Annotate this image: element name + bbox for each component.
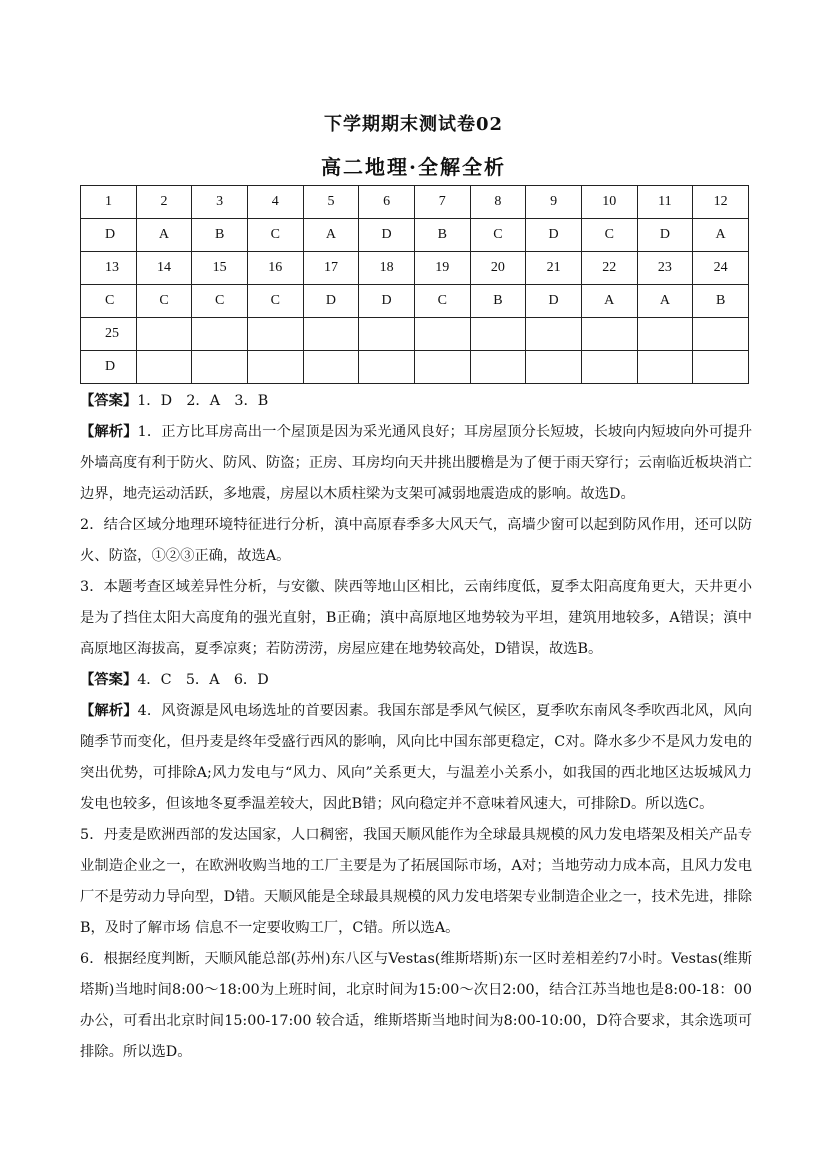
analysis-text: 2．结合区域分地理环境特征进行分析，滇中高原春季多大风天气，高墙少窗可以起到防风作用，还可以防火、防盗，①②③正确，故选A。	[80, 517, 752, 564]
table-cell: 20	[470, 252, 526, 285]
analysis-paragraph	[80, 944, 752, 1068]
answer-label: 【答案】	[80, 393, 138, 409]
table-cell: 23	[637, 252, 693, 285]
analysis-text: 3．本题考查区域差异性分析，与安徽、陕西等地山区相比，云南纬度低，夏季太阳高度角更大，天井更小是为了挡住太阳大高度角的强光直射，B正确；滇中高原地区地势较为平坦，建筑用地较多，A错误；滇中高原地区海拔高，夏季凉爽；若防涝涝，房屋应建在地势较高处，D错误，故选B。	[80, 579, 752, 657]
table-cell-empty	[581, 351, 637, 384]
answer-text: 1．D 2．A 3．B	[137, 393, 269, 409]
table-cell-empty	[581, 318, 637, 351]
analysis-paragraph	[80, 417, 752, 510]
table-row	[81, 219, 749, 252]
table-cell: 18	[359, 252, 415, 285]
answer-paragraph	[80, 386, 752, 417]
table-cell: B	[192, 219, 248, 252]
table-cell: 8	[470, 186, 526, 219]
table-cell: A	[637, 285, 693, 318]
table-cell-empty	[470, 318, 526, 351]
table-cell: B	[470, 285, 526, 318]
table-cell: 9	[526, 186, 582, 219]
table-cell-empty	[526, 318, 582, 351]
table-cell-empty	[414, 318, 470, 351]
table-cell: D	[303, 285, 359, 318]
table-cell: D	[81, 351, 137, 384]
table-cell-empty	[359, 351, 415, 384]
analysis-paragraph	[80, 572, 752, 665]
table-cell: C	[81, 285, 137, 318]
table-cell: D	[359, 285, 415, 318]
table-cell-empty	[693, 351, 749, 384]
table-cell: 10	[581, 186, 637, 219]
explanation-body	[80, 386, 752, 1068]
table-cell: C	[247, 285, 303, 318]
table-cell: C	[192, 285, 248, 318]
table-cell: 6	[359, 186, 415, 219]
table-cell: 11	[637, 186, 693, 219]
table-cell-empty	[359, 318, 415, 351]
table-cell-empty	[693, 318, 749, 351]
table-cell: B	[693, 285, 749, 318]
table-cell: 4	[247, 186, 303, 219]
table-row	[81, 186, 749, 219]
table-cell-empty	[637, 351, 693, 384]
table-cell-empty	[414, 351, 470, 384]
answer-table	[80, 185, 749, 384]
table-cell: 3	[192, 186, 248, 219]
table-cell: 22	[581, 252, 637, 285]
table-cell-empty	[247, 318, 303, 351]
table-cell-empty	[192, 351, 248, 384]
table-row	[81, 252, 749, 285]
table-cell: 7	[414, 186, 470, 219]
page-title: 下学期期末测试卷02	[323, 114, 504, 135]
table-cell: A	[136, 219, 192, 252]
table-row	[81, 351, 749, 384]
table-cell-empty	[192, 318, 248, 351]
analysis-paragraph	[80, 820, 752, 944]
table-cell-empty	[526, 351, 582, 384]
table-cell-empty	[637, 318, 693, 351]
analysis-label: 【解析】	[80, 703, 138, 719]
table-cell: C	[470, 219, 526, 252]
table-cell: D	[81, 219, 137, 252]
answer-text: 4．C 5．A 6．D	[137, 672, 269, 688]
table-cell: C	[136, 285, 192, 318]
table-cell: C	[414, 285, 470, 318]
analysis-paragraph	[80, 696, 752, 820]
table-cell: D	[526, 219, 582, 252]
table-cell: 13	[81, 252, 137, 285]
table-cell: 25	[81, 318, 137, 351]
analysis-text: 4．风资源是风电场选址的首要因素。我国东部是季风气候区，夏季吹东南风冬季吹西北风，风向随季节而变化，但丹麦是终年受盛行西风的影响，风向比中国东部更稳定，C对。降水多少不是风力发电的突出优势，可排除A;风力发电与“风力、风向”关系更大，与温差小关系小，如我国的西北地区达坂城风力发电也较多，但该地冬夏季温差较大，因此B错；风向稳定并不意味着风速大，可排除D。所以选C。	[80, 703, 753, 812]
table-cell: D	[526, 285, 582, 318]
table-cell: 2	[136, 186, 192, 219]
table-cell-empty	[470, 351, 526, 384]
table-cell: 14	[136, 252, 192, 285]
table-cell-empty	[136, 318, 192, 351]
page-subtitle: 高二地理·全解全析	[321, 155, 506, 179]
table-cell: 17	[303, 252, 359, 285]
table-cell: B	[414, 219, 470, 252]
analysis-text: 6．根据经度判断，天顺风能总部(苏州)东八区与Vestas(维斯塔斯)东一区时差相差约7小时。Vestas(维斯塔斯)当地时间8:00～18:00为上班时间，北京时间为15:00～次日2:00，结合江苏当地也是8:00-18：00办公，可看出北京时间15:00-17:00 较合适，维斯塔斯当地时间为8:00-10:00，D符合要求，其余选项可排除。所以选D。	[80, 951, 752, 1060]
table-cell: D	[637, 219, 693, 252]
analysis-text: 5．丹麦是欧洲西部的发达国家，人口稠密，我国天顺风能作为全球最具规模的风力发电塔架及相关产品专业制造企业之一，在欧洲收购当地的工厂主要是为了拓展国际市场，A对；当地劳动力成本高，且风力发电厂不是劳动力导向型，D错。天顺风能是全球最具规模的风力发电塔架专业制造企业之一，技术先进，排除B，及时了解市场 信息不一定要收购工厂，C错。所以选A。	[80, 827, 752, 936]
table-cell: 5	[303, 186, 359, 219]
table-cell: 21	[526, 252, 582, 285]
table-cell: 1	[81, 186, 137, 219]
table-cell: A	[693, 219, 749, 252]
table-cell: C	[581, 219, 637, 252]
table-cell-empty	[303, 318, 359, 351]
table-cell-empty	[303, 351, 359, 384]
table-cell: D	[359, 219, 415, 252]
table-cell-empty	[247, 351, 303, 384]
table-cell: 15	[192, 252, 248, 285]
table-cell: 12	[693, 186, 749, 219]
table-cell: A	[581, 285, 637, 318]
table-cell: 24	[693, 252, 749, 285]
table-cell: 19	[414, 252, 470, 285]
table-cell: 16	[247, 252, 303, 285]
analysis-paragraph	[80, 510, 752, 572]
table-cell: C	[247, 219, 303, 252]
table-cell: A	[303, 219, 359, 252]
answer-paragraph	[80, 665, 752, 696]
analysis-text: 1．正方比耳房高出一个屋顶是因为采光通风良好；耳房屋顶分长短坡，长坡向内短坡向外可提升外墙高度有利于防火、防风、防盗；正房、耳房均向天井挑出腰檐是为了便于雨天穿行；云南临近板块消亡边界，地壳运动活跃，多地震，房屋以木质柱梁为支架可减弱地震造成的影响。故选D。	[80, 424, 753, 502]
analysis-label: 【解析】	[80, 424, 138, 440]
answer-label: 【答案】	[80, 672, 138, 688]
table-cell-empty	[136, 351, 192, 384]
table-row	[81, 285, 749, 318]
table-row	[81, 318, 749, 351]
